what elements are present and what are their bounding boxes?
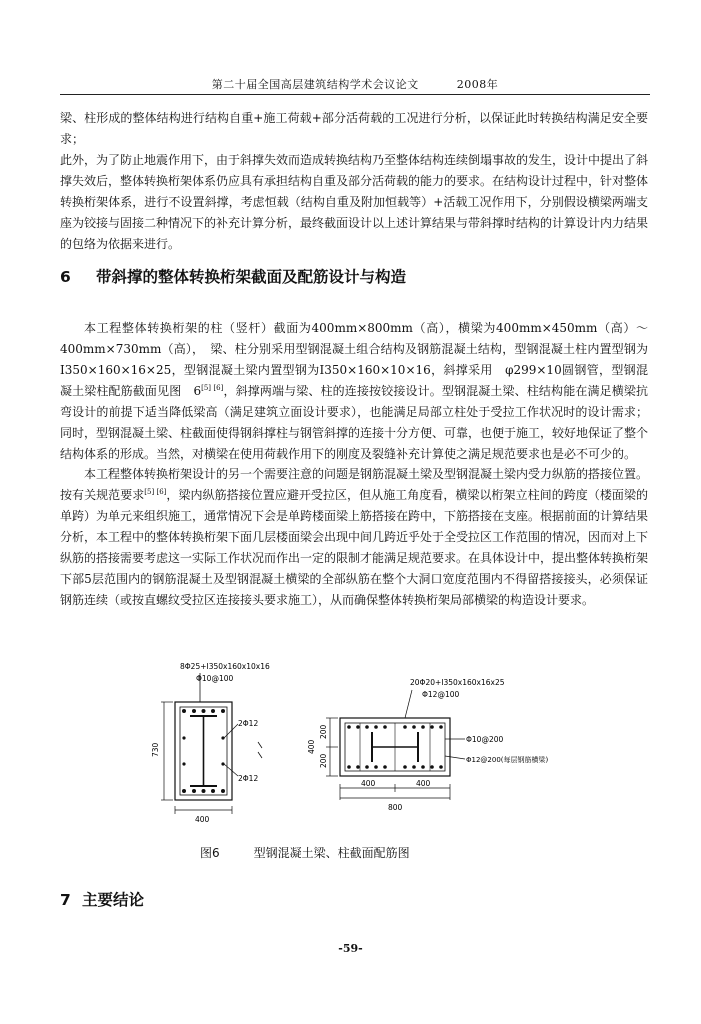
column-stirrup-label: Φ10@100 xyxy=(196,674,234,683)
section-6-p2-text-b: ，梁内纵筋搭接位置应避开受拉区，但从施工角度看，横梁以桁架立柱间的跨度（楼面梁的单跨）为单元来组织施工，通常情况下会是单跨楼面梁上筋搭接在跨中，下筋搭接在支座。根据前面的计算结果分析，本工程中的整体转换桁架下面几层楼面梁会出现中间几跨近乎处于全受拉区工作范围的情况，因而对上下纵筋的搭接需要考虑这一实际工作状况而作出一定的限制才能满足规范要求。在具体设计中，提出整体转换桁架下部5层范围内的钢筋混凝土及型钢混凝土横梁的全部纵筋在整个大洞口宽度范围内不得留搭接接头，必须保证钢筋连续（或按直螺纹受拉区连接接头要求施工），从而确保整体转换桁架局部横梁的构造设计要求。 xyxy=(60,488,649,607)
header-rule xyxy=(60,94,650,95)
section-7-title: 主要结论 xyxy=(82,891,145,909)
beam-dim-bottom-left: 400 xyxy=(361,779,376,788)
citation-ref: [5] [6] xyxy=(201,384,224,392)
column-top-label: 8Φ25+I350x160x10x16 xyxy=(180,662,270,671)
section-6-paragraph-2 xyxy=(60,464,648,611)
beam-dim-bottom-total: 800 xyxy=(388,803,403,812)
figure-6-caption-text: 型钢混凝土梁、柱截面配筋图 xyxy=(253,846,410,860)
section-6-heading xyxy=(60,265,406,287)
conference-name: 第二十届全国高层建筑结构学术会议论文 xyxy=(211,78,419,91)
section-6-p1-text-b: ，斜撑两端与梁、柱的连接按铰接设计。型钢混凝土梁、柱结构能在满足横梁抗弯设计的前提下适当降低梁高（满足建筑立面设计要求），也能满足局部立柱处于受拉工作状况时的设计需求；同时，型钢混凝土梁、柱截面使得钢斜撑柱与钢管斜撑的连接十分方便、可靠，也便于施工，较好地保证了整个结构体系的形成。当然，对横梁在使用荷载作用下的刚度及裂缝补充计算使之满足规范要求也是必不可少的。 xyxy=(60,384,649,461)
section-7-heading xyxy=(60,888,144,910)
intro-paragraph-2: 此外，为了防止地震作用下，由于斜撑失效而造成转换结构乃至整体结构连续倒塌事故的发生，设计中提出了斜撑失效后，整体转换桁架体系仍应具有承担结构自重及部分活荷载的能力的要求。在结构设计过程中，针对整体转换桁架体系，进行不设置斜撑，考虑恒载（结构自重及附加恒载等）+活载工况作用下，分别假设横梁两端支座为铰接与固接二种情况下的补充计算分析，最终截面设计以上述计算结果与带斜撑时结构的计算设计内力结果的包络为依据来进行。 xyxy=(60,153,649,251)
section-6-paragraph-1 xyxy=(60,318,648,465)
running-header xyxy=(60,76,650,92)
section-7-number: 7 xyxy=(60,891,71,909)
beam-stirrup-label: Φ12@100 xyxy=(422,690,460,699)
beam-tie-label-1: Φ10@200 xyxy=(466,735,504,744)
section-6-title: 带斜撑的整体转换桁架截面及配筋设计与构造 xyxy=(96,268,407,286)
section-6-p2-text-a: 本工程整体转换桁架设计的另一个需要注意的问题是钢筋混凝土梁及型钢混凝土梁内受力纵筋的搭接位置。按有关规范要求 xyxy=(60,467,649,502)
beam-dim-left-upper: 200 xyxy=(319,724,328,739)
beam-tie-label-2: Φ12@200(每层钢筋横梁) xyxy=(466,756,549,764)
beam-dim-bottom-right: 400 xyxy=(416,779,431,788)
section-6-number: 6 xyxy=(60,268,71,286)
figure-6-caption xyxy=(200,844,410,861)
column-section-drawing xyxy=(151,662,270,824)
figure-6-label: 图6 xyxy=(200,846,220,860)
section-drawings xyxy=(140,660,610,840)
beam-top-label: 20Φ20+I350x160x16x25 xyxy=(410,678,505,687)
page-number: -59- xyxy=(338,942,363,955)
section-6-p1-text-a: 本工程整体转换桁架的柱（竖杆）截面为400mm×800mm（高），横梁为400mm×450mm（高）～400mm×730mm（高）， 梁、柱分别采用型钢混凝土组合结构及钢筋混凝土结构，型钢混凝土柱内置型钢为I350×160×16×25，型钢混凝土梁内置型钢为I350×160×10×16，斜撑采用 φ299×10圆钢管，型钢混凝土梁柱配筋截面见图 6 xyxy=(60,321,648,398)
conference-year: 2008年 xyxy=(456,78,499,91)
column-dim-height: 730 xyxy=(151,742,160,757)
column-side-bars-lower: 2Φ12 xyxy=(238,774,259,783)
beam-dim-left-lower: 200 xyxy=(319,753,328,768)
column-side-bars-upper: 2Φ12 xyxy=(238,719,259,728)
citation-ref: [5] [6] xyxy=(144,488,167,496)
beam-dim-left-total: 400 xyxy=(307,739,316,754)
beam-section-drawing xyxy=(307,678,549,812)
intro-continued-paragraph: 梁、柱形成的整体结构进行结构自重+施工荷载+部分活荷载的工况进行分析，以保证此时转换结构满足安全要求； xyxy=(60,111,648,146)
column-dim-width: 400 xyxy=(195,815,210,824)
